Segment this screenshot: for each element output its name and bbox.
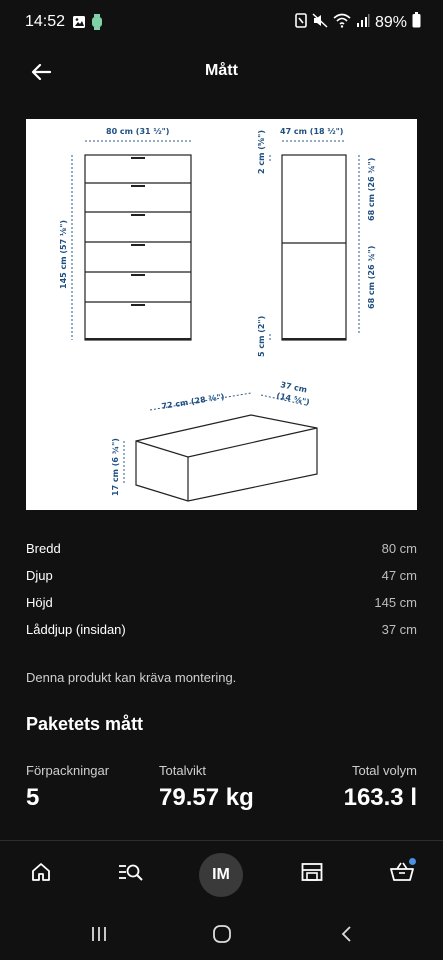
- page-title: Mått: [205, 62, 238, 79]
- status-left-icons: [72, 14, 103, 35]
- drawer-depth-inch-label: (14 ⅝"): [275, 391, 311, 407]
- status-right-icons: [295, 12, 421, 33]
- depth-dimension-label: 47 cm (18 ½"): [280, 127, 344, 136]
- home-pill-icon: [212, 924, 232, 944]
- battery-text: 89%: [374, 13, 407, 31]
- spec-label: Höjd: [26, 595, 53, 610]
- status-bar: [0, 0, 443, 44]
- drawer-height-label: 17 cm (6 ¾"): [111, 438, 120, 496]
- spec-value: 145 cm: [374, 595, 417, 610]
- weight-label: Totalvikt: [159, 763, 206, 778]
- dimension-drawing: [26, 119, 417, 510]
- width-dimension-label: 80 cm (31 ½"): [106, 127, 170, 136]
- package-section-title: Paketets mått: [26, 714, 144, 734]
- recent-apps-icon: [90, 925, 108, 943]
- weight-value: 79.57 kg: [159, 784, 254, 811]
- watch-icon: [91, 14, 103, 35]
- spec-label: Låddjup (insidan): [26, 622, 126, 637]
- height-dimension-label: 145 cm (57 ⅛"): [59, 219, 68, 289]
- spec-value: 47 cm: [381, 568, 417, 583]
- header: [0, 50, 443, 94]
- recent-apps-button[interactable]: [87, 922, 111, 946]
- upper-section-label: 68 cm (26 ¾"): [367, 157, 376, 221]
- lower-section-label: 68 cm (26 ¾"): [367, 245, 376, 309]
- packages-value: 5: [26, 784, 40, 811]
- base-dimension-label: 5 cm (2"): [257, 315, 266, 357]
- gallery-icon: [72, 15, 86, 34]
- volume-label: Total volym: [351, 763, 417, 778]
- spec-row: [26, 595, 417, 622]
- packages-column: [26, 763, 109, 812]
- divider: [0, 840, 443, 841]
- home-icon: [31, 862, 51, 882]
- spec-label: Bredd: [26, 541, 61, 556]
- nav-store-button[interactable]: [296, 856, 328, 888]
- home-system-button[interactable]: [210, 922, 234, 946]
- top-dimension-label: 2 cm (⅝"): [257, 130, 266, 174]
- search-list-icon: [118, 862, 144, 882]
- weight-column: [159, 763, 254, 812]
- avatar[interactable]: [199, 853, 243, 897]
- nav-home-button[interactable]: [25, 856, 57, 888]
- drawer-depth-label: 37 cm: [279, 380, 308, 395]
- volume-column: [344, 763, 417, 812]
- mute-icon: [312, 13, 328, 33]
- system-navigation: [0, 906, 443, 960]
- back-system-button[interactable]: [335, 922, 359, 946]
- spec-label: Djup: [26, 568, 53, 583]
- spec-row: [26, 541, 417, 568]
- dimension-diagram: [26, 119, 417, 510]
- store-icon: [301, 862, 323, 882]
- packages-label: Förpackningar: [26, 763, 110, 778]
- avatar-initials: IM: [212, 866, 230, 883]
- nav-search-button[interactable]: [115, 856, 147, 888]
- drawer-width-label: 72 cm (28 ⅜"): [160, 392, 226, 411]
- dimension-specs: [26, 541, 417, 649]
- status-time: 14:52: [25, 13, 66, 30]
- spec-value: 80 cm: [381, 541, 417, 556]
- package-summary: [26, 763, 417, 813]
- cart-icon: [390, 862, 414, 882]
- assembly-note: Denna produkt kan kräva montering.: [26, 670, 237, 685]
- nfc-icon: [295, 13, 307, 33]
- spec-row: [26, 622, 417, 649]
- signal-icon: [356, 13, 370, 32]
- cart-badge-dot: [409, 858, 416, 865]
- spec-row: [26, 568, 417, 595]
- wifi-icon: [333, 13, 351, 33]
- nav-cart-button[interactable]: [386, 856, 418, 888]
- chevron-left-icon: [340, 925, 354, 943]
- bottom-navigation: [0, 842, 443, 906]
- battery-icon: [412, 12, 421, 33]
- volume-value: 163.3 l: [343, 784, 417, 811]
- spec-value: 37 cm: [381, 622, 417, 637]
